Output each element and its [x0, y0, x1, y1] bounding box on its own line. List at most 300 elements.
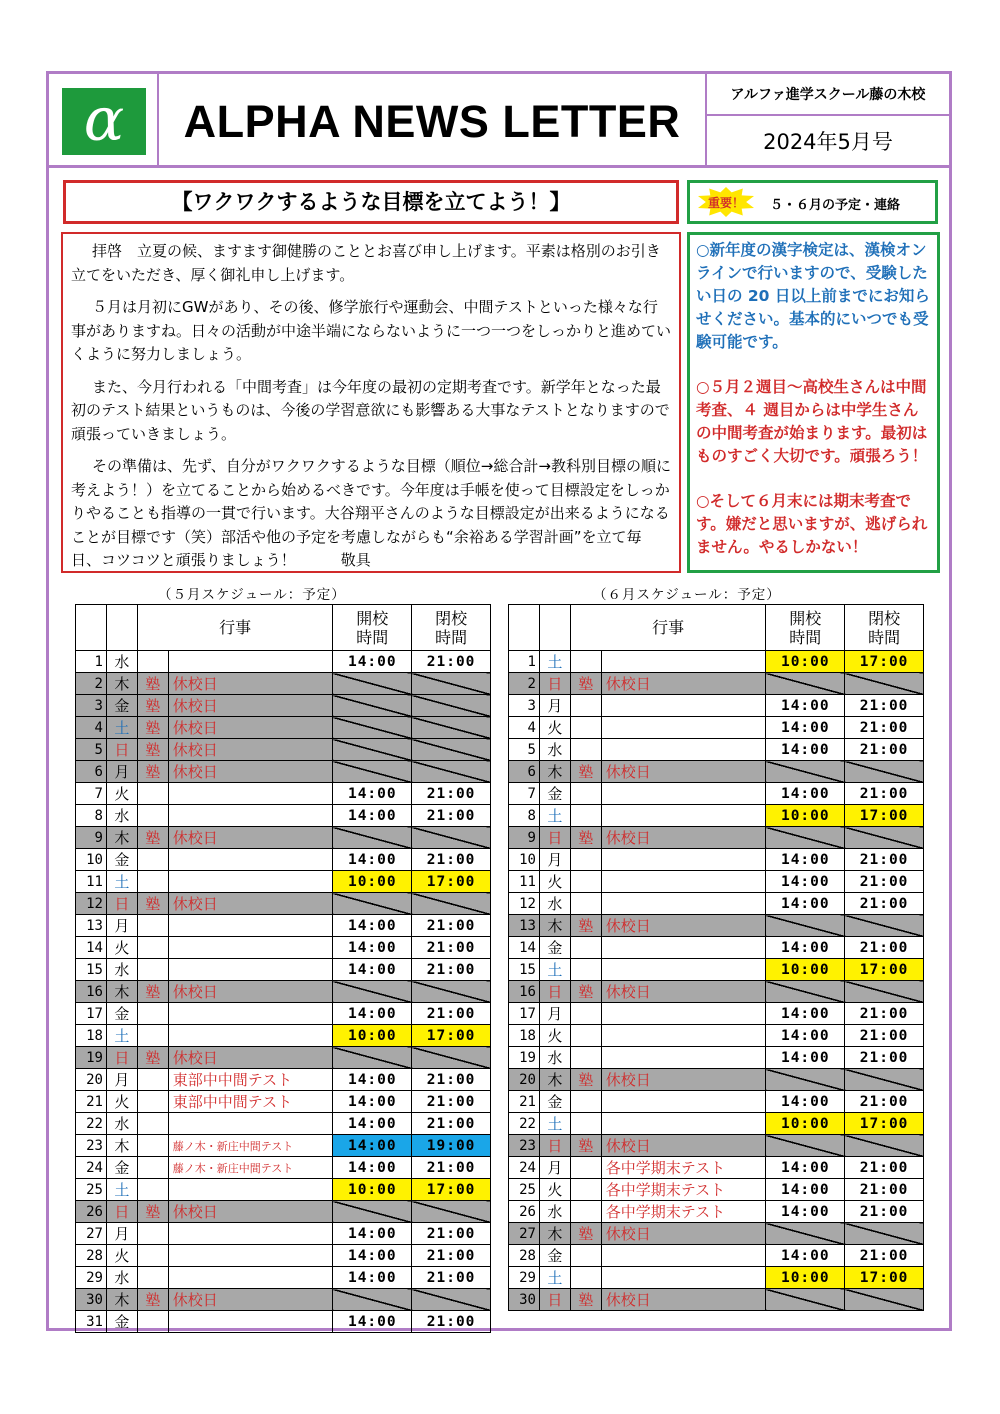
juku-cell — [137, 1267, 168, 1289]
open-time-cell: 14:00 — [333, 937, 412, 959]
open-time-cell: 14:00 — [766, 1201, 845, 1223]
event-cell — [601, 651, 766, 673]
date-cell: 22 — [509, 1113, 540, 1135]
event-cell — [601, 695, 766, 717]
close-time-cell — [845, 761, 924, 783]
open-time-cell: 14:00 — [766, 849, 845, 871]
weekday-cell: 日 — [539, 1289, 570, 1311]
open-time-cell: 14:00 — [766, 871, 845, 893]
date-cell: 24 — [76, 1157, 107, 1179]
event-cell — [168, 651, 333, 673]
date-cell: 5 — [509, 739, 540, 761]
weekday-cell: 木 — [539, 761, 570, 783]
date-cell: 18 — [76, 1025, 107, 1047]
date-cell: 24 — [509, 1157, 540, 1179]
open-time-cell: 14:00 — [333, 1113, 412, 1135]
event-cell: 休校日 — [168, 893, 333, 915]
close-time-cell — [845, 673, 924, 695]
date-cell: 29 — [509, 1267, 540, 1289]
event-cell: 休校日 — [168, 1047, 333, 1069]
juku-cell — [137, 1091, 168, 1113]
juku-cell — [570, 1157, 601, 1179]
close-time-cell — [412, 981, 491, 1003]
event-cell: 休校日 — [168, 761, 333, 783]
date-cell: 14 — [509, 937, 540, 959]
open-time-cell — [333, 1201, 412, 1223]
weekday-cell: 土 — [539, 805, 570, 827]
schedule-row — [509, 1157, 924, 1179]
open-time-cell — [766, 915, 845, 937]
weekday-cell: 水 — [106, 1267, 137, 1289]
schedule-row — [76, 673, 491, 695]
date-cell: 4 — [509, 717, 540, 739]
weekday-cell: 金 — [106, 1311, 137, 1333]
event-cell — [168, 1267, 333, 1289]
open-time-cell — [333, 673, 412, 695]
close-time-cell: 21:00 — [412, 1069, 491, 1091]
close-time-cell: 21:00 — [412, 1003, 491, 1025]
schedule-row — [509, 805, 924, 827]
close-time-cell: 21:00 — [845, 1091, 924, 1113]
schedule-row — [509, 651, 924, 673]
juku-cell — [570, 1113, 601, 1135]
schedule-row — [509, 981, 924, 1003]
date-cell: 28 — [509, 1245, 540, 1267]
close-time-cell: 17:00 — [412, 1179, 491, 1201]
juku-cell — [570, 1245, 601, 1267]
juku-cell — [570, 1267, 601, 1289]
close-time-cell — [845, 981, 924, 1003]
juku-cell: 塾 — [570, 915, 601, 937]
schedule-row — [76, 1289, 491, 1311]
juku-cell: 塾 — [137, 695, 168, 717]
open-time-cell: 14:00 — [766, 1179, 845, 1201]
event-cell: 休校日 — [601, 915, 766, 937]
date-cell: 27 — [76, 1223, 107, 1245]
notice-item: ○新年度の漢字検定は、漢検オンラインで行いますので、受験したい日の 20 日以上前までにお知らせください。基本的にいつでも受験可能です。 — [696, 241, 930, 351]
open-time-cell: 10:00 — [766, 651, 845, 673]
weekday-cell: 月 — [539, 1157, 570, 1179]
close-time-cell: 17:00 — [845, 1267, 924, 1289]
event-cell: 休校日 — [168, 695, 333, 717]
date-cell: 27 — [509, 1223, 540, 1245]
juku-cell: 塾 — [137, 1201, 168, 1223]
date-cell: 22 — [76, 1113, 107, 1135]
weekday-cell: 金 — [106, 695, 137, 717]
open-time-cell — [766, 981, 845, 1003]
weekday-cell: 木 — [539, 1223, 570, 1245]
schedule-row — [509, 761, 924, 783]
schedule-row — [509, 1223, 924, 1245]
open-time-cell: 10:00 — [333, 1025, 412, 1047]
notice-item: ○５月２週目～高校生さんは中間考査、４ 週目からは中学生さんの中間考査が始まります。最初はものすごく大切です。頑張ろう！ — [696, 378, 928, 465]
event-cell: 休校日 — [168, 673, 333, 695]
date-cell: 17 — [76, 1003, 107, 1025]
weekday-cell: 土 — [539, 651, 570, 673]
juku-cell — [570, 893, 601, 915]
open-time-cell: 14:00 — [333, 1267, 412, 1289]
close-time-cell: 21:00 — [845, 1025, 924, 1047]
open-time-cell — [333, 981, 412, 1003]
weekday-cell: 火 — [539, 1179, 570, 1201]
juku-cell: 塾 — [137, 827, 168, 849]
date-cell: 21 — [509, 1091, 540, 1113]
close-time-cell — [845, 1135, 924, 1157]
date-cell: 8 — [509, 805, 540, 827]
event-cell — [168, 1113, 333, 1135]
schedule-row — [76, 739, 491, 761]
date-cell: 11 — [76, 871, 107, 893]
event-cell: 東部中中間テスト — [168, 1091, 333, 1113]
schedule-row — [76, 1157, 491, 1179]
weekday-cell: 火 — [539, 871, 570, 893]
event-cell: 休校日 — [168, 981, 333, 1003]
close-time-cell: 17:00 — [845, 805, 924, 827]
date-cell: 10 — [76, 849, 107, 871]
event-cell: 休校日 — [601, 827, 766, 849]
date-cell: 20 — [509, 1069, 540, 1091]
juku-cell — [570, 959, 601, 981]
may-caption: （５月スケジュール：予定） — [158, 587, 346, 603]
weekday-cell: 水 — [106, 959, 137, 981]
intro-text — [61, 232, 681, 573]
event-cell — [601, 849, 766, 871]
date-cell: 20 — [76, 1069, 107, 1091]
important-badge: 重要！ — [707, 196, 744, 210]
weekday-cell: 日 — [539, 981, 570, 1003]
schedule-row — [509, 1267, 924, 1289]
juku-cell — [570, 1179, 601, 1201]
date-cell: 26 — [509, 1201, 540, 1223]
date-cell: 12 — [76, 893, 107, 915]
close-time-cell: 21:00 — [412, 1113, 491, 1135]
weekday-cell: 木 — [106, 1289, 137, 1311]
weekday-header — [539, 605, 570, 651]
event-cell — [601, 1267, 766, 1289]
header — [46, 71, 952, 168]
weekday-cell: 水 — [539, 739, 570, 761]
weekday-cell: 土 — [539, 959, 570, 981]
juku-cell — [570, 783, 601, 805]
juku-cell — [570, 717, 601, 739]
open-time-cell — [766, 1289, 845, 1311]
schedule-row — [76, 959, 491, 981]
open-time-cell — [333, 893, 412, 915]
weekday-cell: 日 — [539, 827, 570, 849]
juku-cell: 塾 — [137, 739, 168, 761]
weekday-cell: 火 — [539, 1025, 570, 1047]
close-time-cell: 21:00 — [412, 1245, 491, 1267]
event-cell — [168, 959, 333, 981]
open-time-cell: 14:00 — [766, 739, 845, 761]
weekday-cell: 日 — [106, 893, 137, 915]
close-time-cell — [845, 1289, 924, 1311]
date-cell: 3 — [509, 695, 540, 717]
date-cell: 6 — [509, 761, 540, 783]
weekday-cell: 土 — [106, 717, 137, 739]
close-time-cell — [412, 695, 491, 717]
date-cell: 23 — [509, 1135, 540, 1157]
open-time-cell — [766, 1135, 845, 1157]
date-cell: 9 — [509, 827, 540, 849]
weekday-cell: 土 — [539, 1113, 570, 1135]
date-cell: 1 — [76, 651, 107, 673]
juku-cell: 塾 — [137, 1047, 168, 1069]
schedule-row — [509, 1245, 924, 1267]
june-schedule-table — [508, 604, 924, 1311]
schedule-row — [76, 827, 491, 849]
juku-cell: 塾 — [570, 1135, 601, 1157]
date-cell: 4 — [76, 717, 107, 739]
schedule-row — [76, 1245, 491, 1267]
open-time-cell: 14:00 — [333, 1223, 412, 1245]
weekday-cell: 水 — [106, 651, 137, 673]
schedule-row — [509, 937, 924, 959]
open-time-cell: 14:00 — [333, 1091, 412, 1113]
schedule-row — [509, 915, 924, 937]
schedule-row — [509, 893, 924, 915]
close-time-cell: 21:00 — [845, 871, 924, 893]
open-time-header — [333, 605, 412, 651]
weekday-cell: 火 — [106, 1245, 137, 1267]
date-cell: 13 — [509, 915, 540, 937]
date-cell: 16 — [509, 981, 540, 1003]
schedule-row — [509, 1179, 924, 1201]
weekday-cell: 水 — [539, 1047, 570, 1069]
intro-paragraph: ５月は月初にGWがあり、その後、修学旅行や運動会、中間テストといった様々な行事がありますね。日々の活動が中途半端にならないように一つ一つをしっかりと進めていくように努力しましょう。 — [71, 298, 672, 363]
date-cell: 13 — [76, 915, 107, 937]
open-time-cell — [333, 827, 412, 849]
schedule-row — [76, 1201, 491, 1223]
title-cell — [159, 71, 705, 168]
open-time-cell: 10:00 — [766, 805, 845, 827]
juku-cell — [137, 805, 168, 827]
close-time-cell: 21:00 — [412, 849, 491, 871]
open-time-cell — [333, 1289, 412, 1311]
weekday-cell: 土 — [106, 871, 137, 893]
close-time-cell — [412, 739, 491, 761]
schedule-row — [509, 739, 924, 761]
schedule-row — [509, 871, 924, 893]
date-cell: 18 — [509, 1025, 540, 1047]
notice-header — [687, 180, 938, 224]
weekday-cell: 金 — [106, 1003, 137, 1025]
open-time-cell: 10:00 — [766, 1267, 845, 1289]
schedule-row — [76, 1069, 491, 1091]
close-time-cell: 17:00 — [845, 959, 924, 981]
event-cell — [168, 1311, 333, 1333]
close-time-cell: 21:00 — [845, 937, 924, 959]
juku-cell — [137, 1135, 168, 1157]
schedule-row — [76, 937, 491, 959]
school-cell — [705, 71, 952, 168]
schedule-row — [509, 1047, 924, 1069]
juku-cell — [570, 849, 601, 871]
juku-cell — [137, 1179, 168, 1201]
schedule-row — [509, 827, 924, 849]
close-time-cell: 21:00 — [412, 1157, 491, 1179]
juku-cell: 塾 — [570, 761, 601, 783]
event-cell — [601, 783, 766, 805]
event-cell: 藤ノ木・新庄中間テスト — [168, 1157, 333, 1179]
weekday-cell: 木 — [106, 981, 137, 1003]
close-time-cell — [845, 1223, 924, 1245]
close-time-cell: 17:00 — [412, 871, 491, 893]
event-cell — [601, 805, 766, 827]
date-cell: 3 — [76, 695, 107, 717]
close-time-cell: 21:00 — [845, 1245, 924, 1267]
juku-cell — [570, 1091, 601, 1113]
juku-cell: 塾 — [570, 981, 601, 1003]
schedule-row — [76, 1135, 491, 1157]
event-cell: 休校日 — [168, 827, 333, 849]
juku-cell: 塾 — [137, 893, 168, 915]
date-cell: 11 — [509, 871, 540, 893]
date-cell: 2 — [509, 673, 540, 695]
event-cell — [168, 871, 333, 893]
open-time-cell — [766, 761, 845, 783]
schedule-row — [76, 783, 491, 805]
event-cell — [601, 937, 766, 959]
schedule-row — [509, 1003, 924, 1025]
date-header — [509, 605, 540, 651]
date-cell: 1 — [509, 651, 540, 673]
date-cell: 19 — [509, 1047, 540, 1069]
weekday-cell: 金 — [539, 1091, 570, 1113]
event-cell — [601, 1113, 766, 1135]
close-time-cell — [412, 717, 491, 739]
juku-cell — [137, 915, 168, 937]
open-time-cell: 10:00 — [333, 1179, 412, 1201]
event-cell: 藤ノ木・新庄中間テスト — [168, 1135, 333, 1157]
date-cell: 8 — [76, 805, 107, 827]
open-time-cell: 10:00 — [766, 959, 845, 981]
close-time-cell: 21:00 — [845, 739, 924, 761]
date-header — [76, 605, 107, 651]
juku-cell — [570, 739, 601, 761]
juku-cell: 塾 — [137, 1289, 168, 1311]
schedule-row — [509, 959, 924, 981]
schedule-row — [509, 673, 924, 695]
weekday-cell: 金 — [539, 1245, 570, 1267]
weekday-cell: 木 — [106, 1135, 137, 1157]
date-cell: 30 — [76, 1289, 107, 1311]
weekday-cell: 金 — [106, 849, 137, 871]
weekday-cell: 火 — [106, 783, 137, 805]
event-cell — [168, 849, 333, 871]
juku-cell — [137, 1311, 168, 1333]
open-time-cell: 14:00 — [766, 937, 845, 959]
date-cell: 16 — [76, 981, 107, 1003]
event-cell — [601, 1003, 766, 1025]
event-cell: 休校日 — [168, 717, 333, 739]
open-time-cell: 14:00 — [766, 695, 845, 717]
juku-cell — [570, 937, 601, 959]
event-cell: 休校日 — [601, 981, 766, 1003]
schedule-row — [76, 717, 491, 739]
date-cell: 15 — [509, 959, 540, 981]
intro-paragraph: 拝啓 立夏の候、ますます御健勝のこととお喜び申し上げます。平素は格別のお引き立てをいただき、厚く御礼申し上げます。 — [71, 242, 661, 284]
weekday-cell: 日 — [106, 739, 137, 761]
schedule-row — [76, 915, 491, 937]
schedule-row — [76, 981, 491, 1003]
event-cell: 休校日 — [168, 1201, 333, 1223]
weekday-cell: 土 — [106, 1179, 137, 1201]
date-cell: 5 — [76, 739, 107, 761]
weekday-cell: 土 — [539, 1267, 570, 1289]
weekday-cell: 土 — [106, 1025, 137, 1047]
date-cell: 17 — [509, 1003, 540, 1025]
juku-cell — [137, 1157, 168, 1179]
juku-cell — [137, 1025, 168, 1047]
juku-cell: 塾 — [137, 673, 168, 695]
schedule-row — [76, 1025, 491, 1047]
open-time-cell: 10:00 — [766, 1113, 845, 1135]
open-time-cell: 14:00 — [333, 959, 412, 981]
open-time-label: 開校時間 — [789, 608, 822, 647]
date-cell: 30 — [509, 1289, 540, 1311]
open-time-cell: 14:00 — [333, 1157, 412, 1179]
juku-cell: 塾 — [570, 1289, 601, 1311]
close-time-cell: 21:00 — [412, 1311, 491, 1333]
divider — [707, 114, 949, 116]
juku-cell — [137, 651, 168, 673]
event-cell — [601, 1025, 766, 1047]
weekday-cell: 木 — [539, 915, 570, 937]
may-schedule-table — [75, 604, 491, 1333]
weekday-cell: 火 — [539, 717, 570, 739]
date-cell: 9 — [76, 827, 107, 849]
newsletter-title: ALPHA NEWS LETTER — [183, 96, 681, 147]
juku-cell — [137, 959, 168, 981]
event-cell — [601, 1047, 766, 1069]
close-time-cell: 17:00 — [412, 1025, 491, 1047]
date-cell: 14 — [76, 937, 107, 959]
open-time-cell: 14:00 — [333, 651, 412, 673]
close-time-cell: 21:00 — [845, 1157, 924, 1179]
event-cell: 各中学期末テスト — [601, 1179, 766, 1201]
juku-cell — [570, 1201, 601, 1223]
schedule-row — [76, 1003, 491, 1025]
open-time-cell — [766, 827, 845, 849]
close-time-cell — [845, 827, 924, 849]
close-time-cell — [412, 1047, 491, 1069]
juku-cell — [137, 1223, 168, 1245]
notice-box — [687, 232, 940, 573]
event-cell: 各中学期末テスト — [601, 1201, 766, 1223]
close-time-cell: 21:00 — [845, 893, 924, 915]
weekday-cell: 木 — [106, 827, 137, 849]
open-time-cell: 14:00 — [333, 915, 412, 937]
open-time-cell: 14:00 — [766, 1245, 845, 1267]
weekday-cell: 月 — [106, 761, 137, 783]
close-time-label: 閉校時間 — [868, 608, 901, 647]
weekday-cell: 金 — [539, 937, 570, 959]
close-time-cell: 21:00 — [412, 915, 491, 937]
schedule-row — [509, 1135, 924, 1157]
close-time-cell: 19:00 — [412, 1135, 491, 1157]
date-cell: 2 — [76, 673, 107, 695]
open-time-cell — [333, 717, 412, 739]
schedule-row — [76, 1047, 491, 1069]
schedule-row — [509, 717, 924, 739]
event-cell: 休校日 — [601, 1289, 766, 1311]
schedule-row — [76, 1311, 491, 1333]
open-time-cell — [333, 739, 412, 761]
close-time-cell — [845, 915, 924, 937]
weekday-cell: 月 — [539, 695, 570, 717]
juku-cell: 塾 — [570, 1223, 601, 1245]
